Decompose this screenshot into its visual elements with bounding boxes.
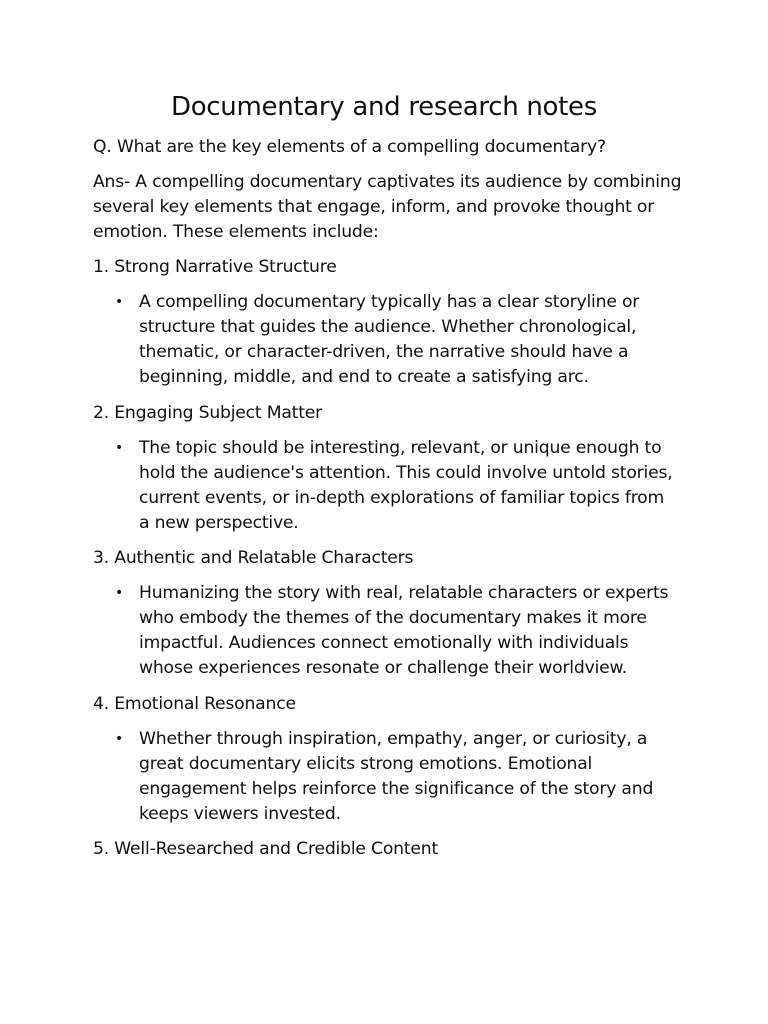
document-title: Documentary and research notes bbox=[170, 92, 598, 122]
bullet-text: A compelling documentary typically has a clear storyline or structure that guides the audience. Whether chronological, thematic, or character-driven, the narrative should have a beginning, middle, and end to create a satisfying arc. bbox=[139, 292, 640, 387]
section-heading: 3. Authentic and Relatable Characters bbox=[93, 548, 414, 568]
section-heading: 4. Emotional Resonance bbox=[93, 694, 296, 714]
section-heading: 1. Strong Narrative Structure bbox=[93, 257, 337, 277]
section-heading: 5. Well-Researched and Credible Content bbox=[93, 839, 438, 859]
question-text: Q. What are the key elements of a compelling documentary? bbox=[93, 137, 606, 157]
bullet-text: The topic should be interesting, relevant, or unique enough to hold the audience's attention. This could involve untold stories, current events, or in-depth explorations of familiar topics from a new perspective. bbox=[139, 438, 673, 533]
section-heading: 2. Engaging Subject Matter bbox=[93, 403, 323, 423]
bullet-icon: • bbox=[115, 731, 124, 747]
answer-intro: Ans- A compelling documentary captivates its audience by combining several key elements that engage, inform, and provoke thought or emotion. These elements include: bbox=[93, 172, 682, 242]
bullet-icon: • bbox=[115, 440, 124, 456]
bullet-icon: • bbox=[115, 294, 124, 310]
bullet-icon: • bbox=[115, 585, 124, 601]
bullet-text: Humanizing the story with real, relatable characters or experts who embody the themes of the documentary makes it more impactful. Audiences connect emotionally with individuals whose experiences resonate or challenge their worldview. bbox=[139, 583, 669, 678]
bullet-text: Whether through inspiration, empathy, anger, or curiosity, a great documentary elicits strong emotions. Emotional engagement helps reinforce the significance of the story and keeps viewers invested. bbox=[139, 729, 654, 824]
